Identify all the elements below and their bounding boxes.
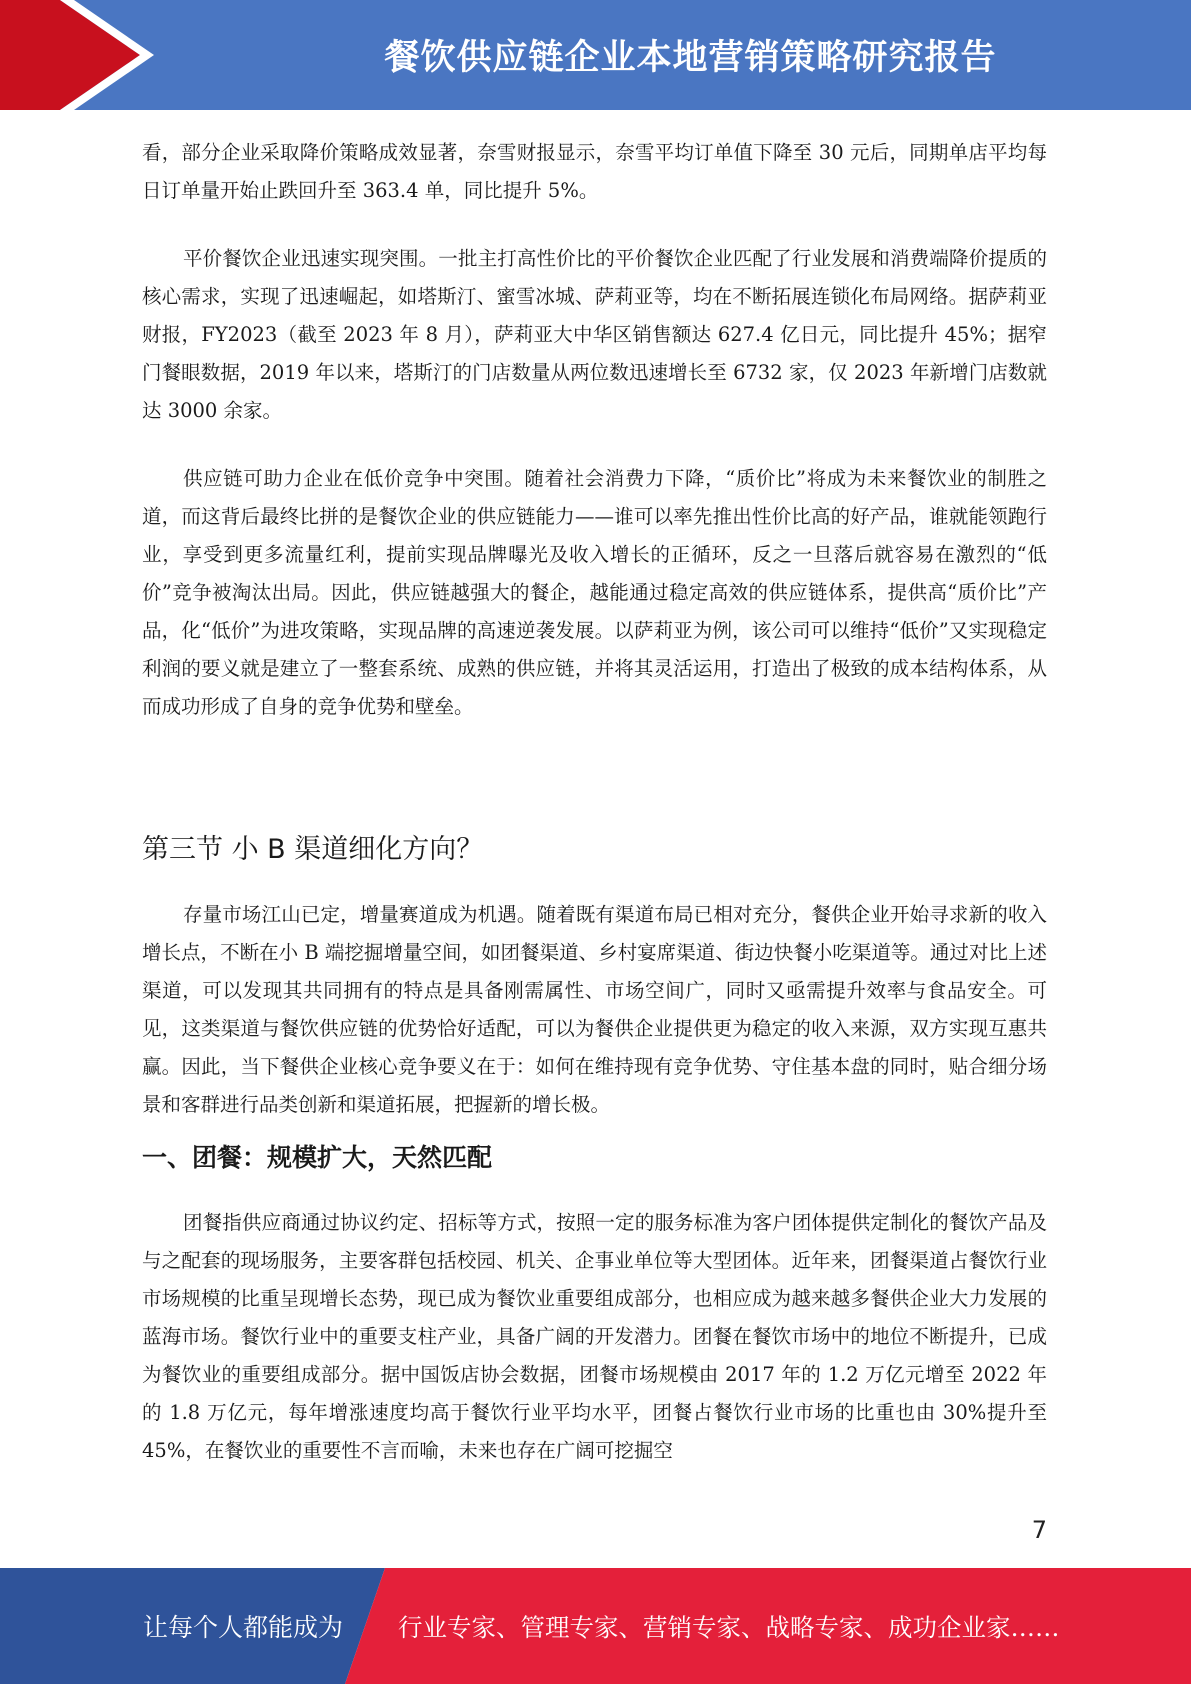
page-number: 7 <box>1031 1516 1047 1544</box>
header-chevron-icon <box>0 0 160 110</box>
paragraph-1: 看，部分企业采取降价策略成效显著，奈雪财报显示，奈雪平均订单值下降至 30 元后，同期单店平均每日订单量开始止跌回升至 363.4 单，同比提升 5%。 <box>142 141 1047 202</box>
paragraph-5: 团餐指供应商通过协议约定、招标等方式，按照一定的服务标准为客户团体提供定制化的餐饮产品及与之配套的现场服务，主要客群包括校园、机关、企事业单位等大型团体。近年来，团餐渠道占餐饮行业市场规模的比重呈现增长态势，现已成为餐饮业重要组成部分，也相应成为越来越多餐供企业大力发展的蓝海市场。餐饮行业中的重要支柱产业，具备广阔的开发潜力。团餐在餐饮市场中的地位不断提升，已成为餐饮业的重要组成部分。据中国饭店协会数据，团餐市场规模由 2017 年的 1.2 万亿元增至 2022 年的 1.8 万亿元，每年增涨速度均高于餐饮行业平均水平，团餐占餐饮行业市场的比重也由 30%提升至 45%，在餐饮业的重要性不言而喻，未来也存在广阔可挖掘空 <box>142 1211 1047 1462</box>
section-heading: 第三节 小 B 渠道细化方向？ <box>142 834 484 865</box>
page-body <box>142 134 1047 1470</box>
paragraph-3: 供应链可助力企业在低价竞争中突围。随着社会消费力下降，“质价比”将成为未来餐饮业的制胜之道，而这背后最终比拼的是餐饮企业的供应链能力——谁可以率先推出性价比高的好产品，谁就能领跑行业，享受到更多流量红利，提前实现品牌曝光及收入增长的正循环，反之一旦落后就容易在激烈的“低价”竞争被淘汰出局。因此，供应链越强大的餐企，越能通过稳定高效的供应链体系，提供高“质价比”产品，化“低价”为进攻策略，实现品牌的高速逆袭发展。以萨莉亚为例，该公司可以维持“低价”又实现稳定利润的要义就是建立了一整套系统、成熟的供应链，并将其灵活运用，打造出了极致的成本结构体系，从而成功形成了自身的竞争优势和壁垒。 <box>142 467 1047 718</box>
page-footer <box>0 1568 1191 1684</box>
paragraph-2: 平价餐饮企业迅速实现突围。一批主打高性价比的平价餐饮企业匹配了行业发展和消费端降价提质的核心需求，实现了迅速崛起，如塔斯汀、蜜雪冰城、萨莉亚等，均在不断拓展连锁化布局网络。据萨莉亚财报，FY2023（截至 2023 年 8 月），萨莉亚大中华区销售额达 627.4 亿日元，同比提升 45%；据窄门餐眼数据，2019 年以来，塔斯汀的门店数量从两位数迅速增长至 6732 家，仅 2023 年新增门店数就达 3000 余家。 <box>142 247 1047 422</box>
footer-slogan-left: 让每个人都能成为 <box>143 1613 344 1642</box>
paragraph-4: 存量市场江山已定，增量赛道成为机遇。随着既有渠道布局已相对充分，餐供企业开始寻求新的收入增长点，不断在小 B 端挖掘增量空间，如团餐渠道、乡村宴席渠道、街边快餐小吃渠道等。通过对比上述渠道，可以发现其共同拥有的特点是具备刚需属性、市场空间广，同时又亟需提升效率与食品安全。可见，这类渠道与餐饮供应链的优势恰好适配，可以为餐供企业提供更为稳定的收入来源，双方实现互惠共赢。因此，当下餐供企业核心竞争要义在于：如何在维持现有竞争优势、守住基本盘的同时，贴合细分场景和客群进行品类创新和渠道拓展，把握新的增长极。 <box>142 903 1047 1116</box>
footer-slogan-right: 行业专家、管理专家、营销专家、战略专家、成功企业家…… <box>398 1612 1060 1642</box>
page-header <box>0 0 1191 110</box>
report-title: 餐饮供应链企业本地营销策略研究报告 <box>384 38 997 78</box>
sub-heading: 一、团餐：规模扩大，天然匹配 <box>142 1143 493 1172</box>
